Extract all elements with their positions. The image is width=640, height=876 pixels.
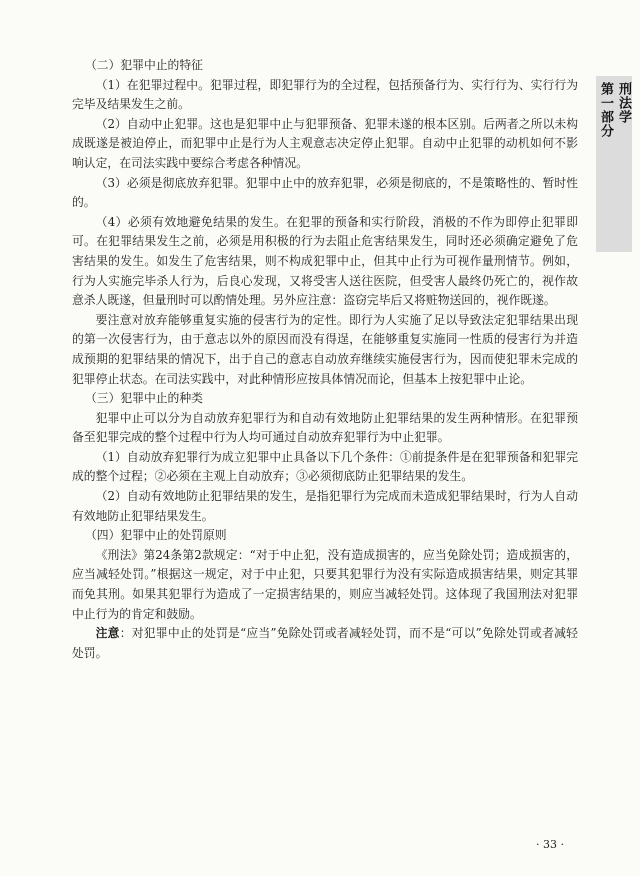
paragraph-feature-4: （4）必须有效地避免结果的发生。在犯罪的预备和实行阶段，消极的不作为即停止犯罪即可。在犯罪结果发生之前，必须是用积极的行为去阻止危害结果发生，同时还必须确定避免了危害结果的发生。如发生了危害结果，则不构成犯罪中止，但其中止行为可视作量刑情节。例如，行为人实施完毕杀人行为，后良心发现，又将受害人送往医院，但受害人最终仍死亡的，视作故意杀人既遂，但量刑时可以酌情处理。另外应注意：盗窃完毕后又将赃物送回的，视作既遂。 (72, 214, 578, 308)
paragraph-feature-2: （2）自动中止犯罪。这也是犯罪中止与犯罪预备、犯罪未遂的根本区别。后两者之所以未构成既遂是被迫停止，而犯罪中止是行为人主观意志决定停止犯罪。自动中止犯罪的动机如何不影响认定，在司法实践中要综合考虑各种情况。 (72, 116, 578, 170)
paragraph-note (72, 624, 578, 663)
side-tab-subject: 刑法学 (616, 82, 631, 124)
side-tab-part: 第一部分 (598, 82, 613, 138)
section-heading-types: （三）犯罪中止的种类 (84, 391, 203, 406)
paragraph-repeat-infringement: 要注意对放弃能够重复实施的侵害行为的定性。即行为人实施了足以导致法定犯罪结果出现的第一次侵害行为，由于意志以外的原因而没有得逞，在能够重复实施同一性质的侵害行为并造成预期的犯罪结果的情况下，出于自己的意志自动放弃继续实施侵害行为，因而使犯罪未完成的犯罪停止状态。在司法实践中，对此种情形应按具体情况而论，但基本上按犯罪中止论。 (72, 312, 578, 386)
paragraph-feature-3: （3）必须是彻底放弃犯罪。犯罪中止中的放弃犯罪，必须是彻底的，不是策略性的、暂时性的。 (72, 175, 578, 210)
paragraph-type-1: （1）自动放弃犯罪行为成立犯罪中止具备以下几个条件：①前提条件是在犯罪预备和犯罪完成的整个过程；②必须在主观上自动放弃；③必须彻底防止犯罪结果的发生。 (72, 449, 578, 484)
note-label: 注意 (95, 626, 120, 641)
section-heading-punishment: （四）犯罪中止的处罚原则 (84, 528, 227, 543)
paragraph-types-intro: 犯罪中止可以分为自动放弃犯罪行为和自动有效地防止犯罪结果的发生两种情形。在犯罪预备至犯罪完成的整个过程中行为人均可通过自动放弃犯罪行为中止犯罪。 (72, 410, 578, 445)
section-heading-features: （二）犯罪中止的特征 (84, 58, 203, 72)
page-number: · 33 · (536, 838, 564, 851)
chapter-side-tab (596, 76, 632, 252)
paragraph-punishment: 《刑法》第24条第2款规定：“对于中止犯，没有造成损害的，应当免除处罚；造成损害的，应当减轻处罚。”根据这一规定，对于中止犯，只要其犯罪行为没有实际造成损害结果，则定其罪而免其刑。如果其犯罪行为造成了一定损害结果的，则应当减轻处罚。这体现了我国刑法对犯罪中止行为的肯定和鼓励。 (72, 547, 578, 621)
page-body (72, 56, 578, 663)
note-text: ：对犯罪中止的处罚是“应当”免除处罚或者减轻处罚，而不是“可以”免除处罚或者减轻处罚。 (72, 626, 578, 660)
paragraph-type-2: （2）自动有效地防止犯罪结果的发生，是指犯罪行为完成而未造成犯罪结果时，行为人自动有效地防止犯罪结果发生。 (72, 489, 578, 523)
paragraph-feature-1: （1）在犯罪过程中。犯罪过程，即犯罪行为的全过程，包括预备行为、实行行为、实行行为完毕及结果发生之前。 (72, 77, 578, 112)
